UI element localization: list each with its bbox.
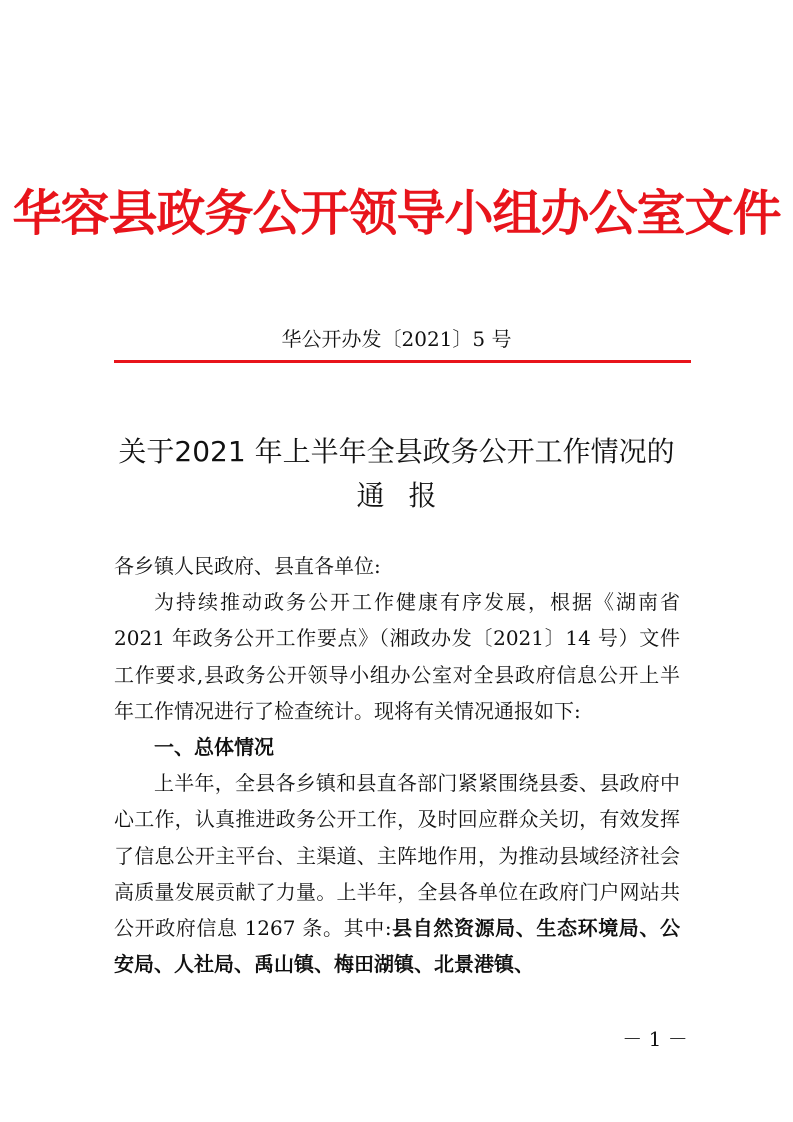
overall-paragraph-bold-units: 县自然资源局、生态环境局、公安局、人社局、禹山镇、梅田湖镇、北景港镇、 bbox=[114, 916, 680, 977]
document-body bbox=[114, 548, 680, 982]
overall-paragraph bbox=[114, 765, 680, 982]
intro-paragraph: 为持续推动政务公开工作健康有序发展，根据《湖南省2021 年政务公开工作要点》（湘政办发〔2021〕14 号）文件工作要求,县政务公开领导小组办公室对全县政府信息公开上半年工作情况进行了检查统计。现将有关情况通报如下: bbox=[114, 590, 680, 723]
document-title-line-1: 关于2021 年上半年全县政务公开工作情况的 bbox=[118, 435, 675, 468]
document-title-line-2: 通报 bbox=[356, 479, 461, 512]
document-number: 华公开办发〔2021〕5 号 bbox=[281, 327, 512, 351]
page-number: － 1 － bbox=[622, 1027, 688, 1051]
red-divider-line bbox=[114, 360, 691, 363]
document-masthead: 华容县政务公开领导小组办公室文件 bbox=[12, 185, 781, 242]
overall-paragraph-text: 上半年，全县各乡镇和县直各部门紧紧围绕县委、县政府中心工作，认真推进政务公开工作，及时回应群众关切，有效发挥了信息公开主平台、主渠道、主阵地作用，为推动县域经济社会高质量发展贡献了力量。上半年，全县各单位在政府门户网站共公开政府信息 1267 条。其中: bbox=[114, 771, 680, 941]
section-heading-overall: 一、总体情况 bbox=[154, 735, 274, 760]
salutation: 各乡镇人民政府、县直各单位: bbox=[114, 554, 381, 578]
